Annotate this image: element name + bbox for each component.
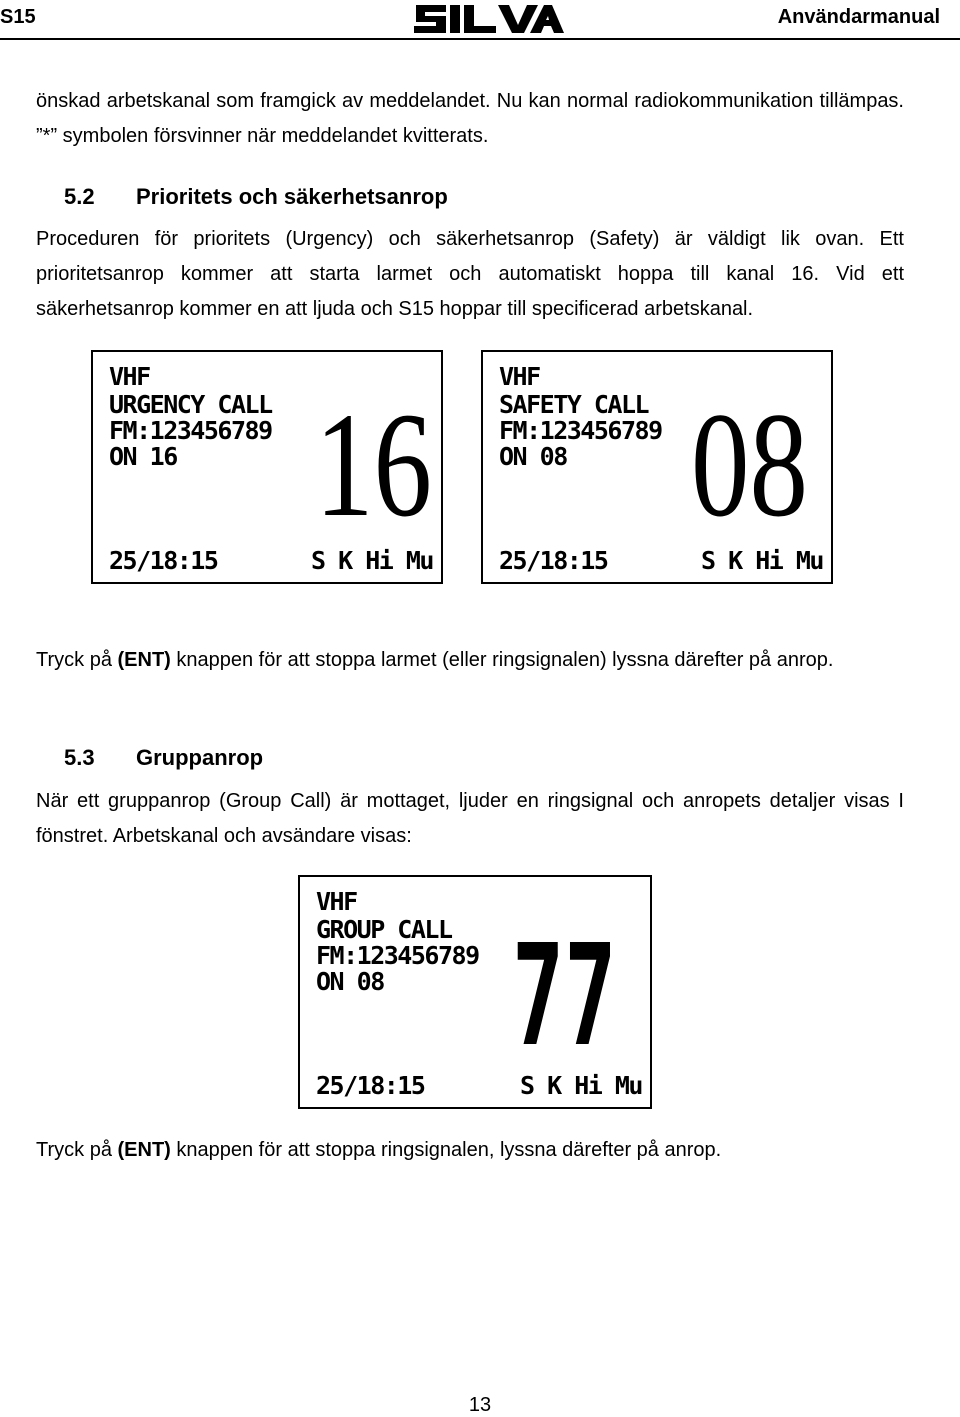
page-number: 13 bbox=[468, 1394, 492, 1416]
section-number: 5.2 bbox=[64, 184, 95, 209]
lcd-display-urgency bbox=[91, 350, 443, 584]
lcd-display-group bbox=[298, 875, 652, 1109]
lcd-status: S K Hi Mu bbox=[520, 1071, 642, 1100]
lcd-call-type: GROUP CALL bbox=[316, 915, 452, 944]
lcd-from: FM:123456789 bbox=[316, 941, 479, 970]
lcd-clock: 25/18:15 bbox=[109, 546, 218, 575]
section-5-3-body: När ett gruppanrop (Group Call) är mottaget, ljuder en ringsignal och anropets detaljer visas I fönstret. Arbetskanal och avsändare visas: bbox=[36, 790, 904, 847]
page-header bbox=[0, 0, 960, 42]
instruction-ent-alarm bbox=[36, 643, 904, 678]
section-title: Gruppanrop bbox=[136, 745, 264, 770]
section-heading-5-2 bbox=[64, 184, 448, 210]
ent-key-label: (ENT) bbox=[117, 649, 171, 671]
instruction-ent-ring bbox=[36, 1133, 904, 1168]
instruction-text: Tryck på bbox=[36, 649, 118, 671]
lcd-on-channel: ON 08 bbox=[499, 442, 567, 471]
lcd-on-channel: ON 16 bbox=[109, 442, 177, 471]
lcd-call-type: URGENCY CALL bbox=[109, 390, 272, 419]
lcd-channel-number: 77 bbox=[512, 915, 617, 1078]
ent-key-label: (ENT) bbox=[117, 1139, 171, 1161]
instruction-text: knappen för att stoppa larmet (eller ringsignalen) lyssna därefter på anrop. bbox=[170, 649, 834, 671]
document-title: Användarmanual bbox=[777, 6, 940, 28]
lcd-channel-number: 16 bbox=[315, 382, 432, 548]
section-heading-5-3 bbox=[64, 745, 263, 771]
lcd-clock: 25/18:15 bbox=[499, 546, 608, 575]
lcd-from: FM:123456789 bbox=[109, 416, 272, 445]
lcd-band: VHF bbox=[316, 887, 357, 916]
lcd-channel-number: 08 bbox=[691, 382, 808, 548]
intro-paragraph: önskad arbetskanal som framgick av meddelandet. Nu kan normal radiokommunikation tillämpas. ”*” symbolen försvinner när meddelandet kvitterats. bbox=[36, 90, 904, 147]
silva-logo bbox=[412, 1, 564, 37]
section-title: Prioritets och säkerhetsanrop bbox=[136, 184, 448, 209]
lcd-status: S K Hi Mu bbox=[701, 546, 823, 575]
model-label: S15 bbox=[0, 6, 36, 28]
lcd-clock: 25/18:15 bbox=[316, 1071, 425, 1100]
instruction-text: Tryck på bbox=[36, 1139, 118, 1161]
lcd-display-safety bbox=[481, 350, 833, 584]
section-5-2-body: Proceduren för prioritets (Urgency) och säkerhetsanrop (Safety) är väldigt lik ovan. Ett prioritetsanrop kommer att starta larmet och automatiskt hoppa till kanal 16. Vid ett säkerhetsanrop kommer en att ljuda och S15 hoppar till specificerad arbetskanal. bbox=[36, 228, 904, 320]
header-divider bbox=[0, 38, 960, 40]
instruction-text: knappen för att stoppa ringsignalen, lyssna därefter på anrop. bbox=[170, 1139, 722, 1161]
lcd-status: S K Hi Mu bbox=[311, 546, 433, 575]
lcd-band: VHF bbox=[109, 362, 150, 391]
lcd-on-channel: ON 08 bbox=[316, 967, 384, 996]
lcd-from: FM:123456789 bbox=[499, 416, 662, 445]
lcd-band: VHF bbox=[499, 362, 540, 391]
section-number: 5.3 bbox=[64, 745, 95, 770]
lcd-call-type: SAFETY CALL bbox=[499, 390, 649, 419]
